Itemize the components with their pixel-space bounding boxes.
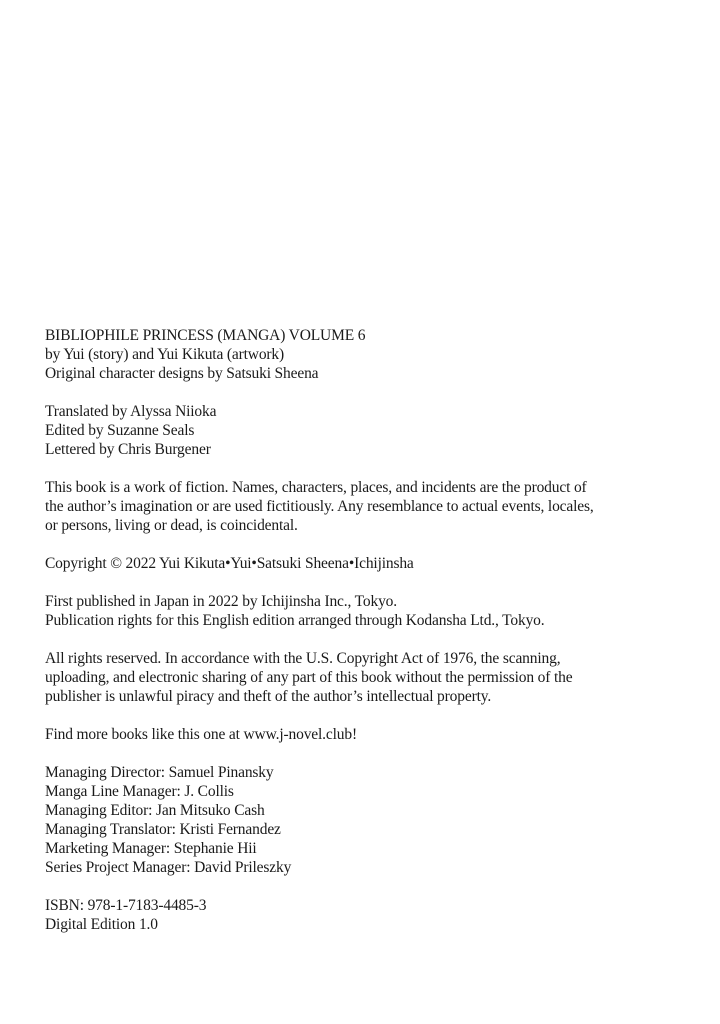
letterer-credit: Lettered by Chris Burgener xyxy=(45,441,211,458)
series-project-manager-credit: Series Project Manager: David Prileszky xyxy=(45,859,292,876)
isbn-line: ISBN: 978-1-7183-4485-3 xyxy=(45,897,207,914)
rights-notice-line: uploading, and electronic sharing of any part of this book without the permission of the xyxy=(45,669,573,686)
managing-editor-credit: Managing Editor: Jan Mitsuko Cash xyxy=(45,802,265,819)
byline: by Yui (story) and Yui Kikuta (artwork) xyxy=(45,346,285,363)
rights-notice-line: publisher is unlawful piracy and theft of the author’s intellectual property. xyxy=(45,688,492,705)
localization-staff-block xyxy=(45,402,705,459)
book-title: BIBLIOPHILE PRINCESS (MANGA) VOLUME 6 xyxy=(45,327,366,344)
title-block xyxy=(45,326,705,383)
editor-credit: Edited by Suzanne Seals xyxy=(45,422,195,439)
company-credits-block xyxy=(45,763,705,877)
fiction-disclaimer-line: or persons, living or dead, is coincidental. xyxy=(45,517,298,534)
fiction-disclaimer-line: This book is a work of fiction. Names, characters, places, and incidents are the product of xyxy=(45,479,587,496)
fiction-disclaimer xyxy=(45,478,705,535)
rights-notice-line: All rights reserved. In accordance with the U.S. Copyright Act of 1976, the scanning, xyxy=(45,650,561,667)
translator-credit: Translated by Alyssa Niioka xyxy=(45,403,217,420)
copyright-block xyxy=(45,554,705,573)
promo-line: Find more books like this one at www.j-novel.club! xyxy=(45,726,357,743)
promo-block xyxy=(45,725,705,744)
manga-line-manager-credit: Manga Line Manager: J. Collis xyxy=(45,783,234,800)
colophon-text xyxy=(45,326,705,934)
copyright-line: Copyright © 2022 Yui Kikuta•Yui•Satsuki Sheena•Ichijinsha xyxy=(45,555,414,572)
publication-line: First published in Japan in 2022 by Ichijinsha Inc., Tokyo. xyxy=(45,593,397,610)
publication-line: Publication rights for this English edition arranged through Kodansha Ltd., Tokyo. xyxy=(45,612,545,629)
edition-info-block xyxy=(45,896,705,934)
managing-director-credit: Managing Director: Samuel Pinansky xyxy=(45,764,274,781)
managing-translator-credit: Managing Translator: Kristi Fernandez xyxy=(45,821,281,838)
character-design-credit: Original character designs by Satsuki Sheena xyxy=(45,365,319,382)
publication-block xyxy=(45,592,705,630)
rights-notice xyxy=(45,649,705,706)
fiction-disclaimer-line: the author’s imagination or are used fictitiously. Any resemblance to actual events, locales, xyxy=(45,498,594,515)
digital-edition-line: Digital Edition 1.0 xyxy=(45,916,158,933)
marketing-manager-credit: Marketing Manager: Stephanie Hii xyxy=(45,840,257,857)
